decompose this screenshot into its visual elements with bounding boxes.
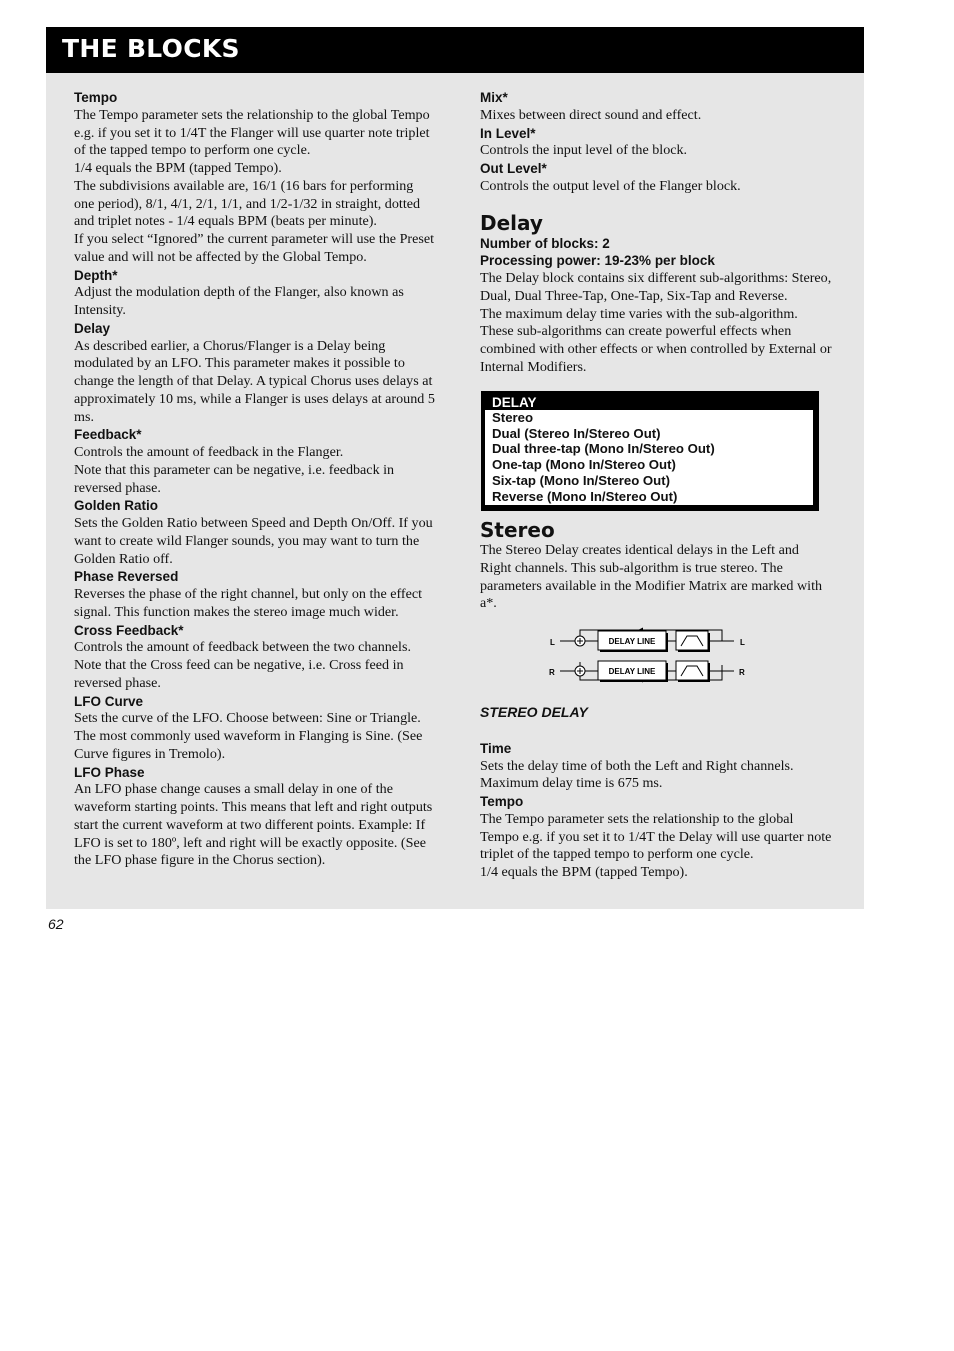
filter-right <box>676 661 708 680</box>
algorithm-item: Dual three-tap (Mono In/Stereo Out) <box>492 441 715 457</box>
param-heading-lfo-phase: LFO Phase <box>74 764 145 780</box>
param-heading-feedback: Feedback* <box>74 427 142 443</box>
param-text: Sets the delay time of both the Left and Right channels. <box>480 757 794 774</box>
param-text: Adjust the modulation depth of the Flanger, also known as Intensity. <box>74 284 404 318</box>
section-text: The maximum delay time varies with the sub-algorithm. These sub-algorithms can create powerful effects when combined with other effects or when controlled by External or Internal Modifiers. <box>480 305 832 375</box>
param-heading-tempo: Tempo <box>480 794 524 810</box>
delay-line-left-label: DELAY LINE <box>608 637 656 647</box>
page-number: 62 <box>48 916 64 932</box>
param-heading-delay: Delay <box>74 320 111 336</box>
header-bar <box>46 27 864 73</box>
diagram-label-left-out: L <box>740 638 745 648</box>
section-title-stereo: Stereo <box>480 518 555 543</box>
param-text: Controls the amount of feedback in the Flanger. <box>74 444 344 460</box>
algorithm-item: Six-tap (Mono In/Stereo Out) <box>492 472 671 488</box>
section-text: The Stereo Delay creates identical delays in the Left and Right channels. This sub-algorithm is true stereo. The parameters available in the Modifier Matrix are marked with a*. <box>480 542 823 612</box>
left-column <box>74 89 436 870</box>
delay-algorithms-box <box>481 391 819 512</box>
param-heading-depth: Depth* <box>74 267 118 283</box>
right-column <box>480 89 832 882</box>
stereo-delay-diagram <box>544 622 754 692</box>
param-text: Note that this parameter can be negative, i.e. feedback in reversed phase. <box>74 461 395 496</box>
param-text: Controls the amount of feedback between the two channels. Note that the Cross feed can be negative, i.e. Cross feed in reversed phase. <box>74 639 411 691</box>
param-text: The Tempo parameter sets the relationship to the global Tempo e.g. if you set it to 1/4T the Flanger will use quarter note triplet of the tapped tempo to perform one cycle. <box>74 106 430 159</box>
delay-algorithm-list <box>485 410 813 505</box>
filter-left <box>676 631 708 650</box>
algorithm-item: Dual (Stereo In/Stereo Out) <box>492 425 661 441</box>
figure-caption: STEREO DELAY <box>480 704 588 721</box>
param-heading-out-level: Out Level* <box>480 161 547 176</box>
param-heading-phase-reversed: Phase Reversed <box>74 569 179 585</box>
diagram-label-right-in: R <box>549 668 555 678</box>
param-text: The Tempo parameter sets the relationship to the global Tempo e.g. if you set it to 1/4T the Delay will use quarter note triplet of the tapped tempo to perform one cycle. <box>480 810 832 863</box>
diagram-label-left-in: L <box>550 638 555 648</box>
algorithm-item: One-tap (Mono In/Stereo Out) <box>492 457 676 473</box>
delay-box-title: DELAY <box>492 394 537 410</box>
param-text: An LFO phase change causes a small delay in one of the waveform starting points. This means that left and right outputs start the current waveform at two different points. Example: If LFO is set to 180º, left and right will be exactly opposite. (See the LFO phase figure in the Chorus section). <box>74 781 433 869</box>
param-text: Controls the output level of the Flanger block. <box>480 177 741 194</box>
param-heading-golden-ratio: Golden Ratio <box>74 498 158 514</box>
param-text: The most commonly used waveform in Flanging is Sine. (See Curve figures in Tremolo). <box>74 728 423 762</box>
param-heading-mix: Mix* <box>480 90 508 105</box>
delay-line-right-label: DELAY LINE <box>608 667 656 677</box>
param-text: Reverses the phase of the right channel, but only on the effect signal. This function makes the stereo image much wider. <box>74 586 423 620</box>
param-text: 1/4 equals the BPM (tapped Tempo). <box>480 864 688 881</box>
section-title-delay: Delay <box>480 210 543 235</box>
diagram-label-right-out: R <box>739 668 745 678</box>
algorithm-item: Reverse (Mono In/Stereo Out) <box>492 488 678 504</box>
algorithm-item: Stereo <box>492 410 534 425</box>
param-heading-time: Time <box>480 740 512 756</box>
param-text: Controls the input level of the block. <box>480 142 688 159</box>
param-text: Maximum delay time is 675 ms. <box>480 775 663 792</box>
processing-power: Processing power: 19-23% per block <box>480 253 715 269</box>
page-title: THE BLOCKS <box>62 34 240 63</box>
param-heading-in-level: In Level* <box>480 125 536 141</box>
param-heading-lfo-curve: LFO Curve <box>74 693 144 709</box>
param-text: Mixes between direct sound and effect. <box>480 106 702 123</box>
param-heading-tempo: Tempo <box>74 90 118 105</box>
param-text: If you select “Ignored” the current parameter will use the Preset value and will not be affected by the Global Tempo. <box>74 231 435 265</box>
param-heading-cross-feedback: Cross Feedback* <box>74 622 184 638</box>
param-text: 1/4 equals the BPM (tapped Tempo). <box>74 160 282 176</box>
param-text: The subdivisions available are, 16/1 (16 bars for performing one period), 8/1, 4/1, 2/1, 1/1, and 1/2-1/32 in straight, dotted and triplet notes - 1/4 equals BPM (beats per minute). <box>74 177 421 230</box>
section-text: The Delay block contains six different sub-algorithms: Stereo, Dual, Dual Three-Tap, One-Tap, Six-Tap and Reverse. <box>480 270 832 304</box>
param-text: As described earlier, a Chorus/Flanger is a Delay being modulated by an LFO. This parameter makes it possible to change the length of that Delay. A typical Chorus uses delays at approximately 10 ms, while a Flanger is uses delays at around 5 ms. <box>74 337 435 425</box>
block-count: Number of blocks: 2 <box>480 235 610 251</box>
param-text: Sets the Golden Ratio between Speed and Depth On/Off. If you want to create wild Flanger sounds, you may want to turn the Golden Ratio off. <box>74 515 433 567</box>
param-text: Sets the curve of the LFO. Choose between: Sine or Triangle. <box>74 710 421 727</box>
